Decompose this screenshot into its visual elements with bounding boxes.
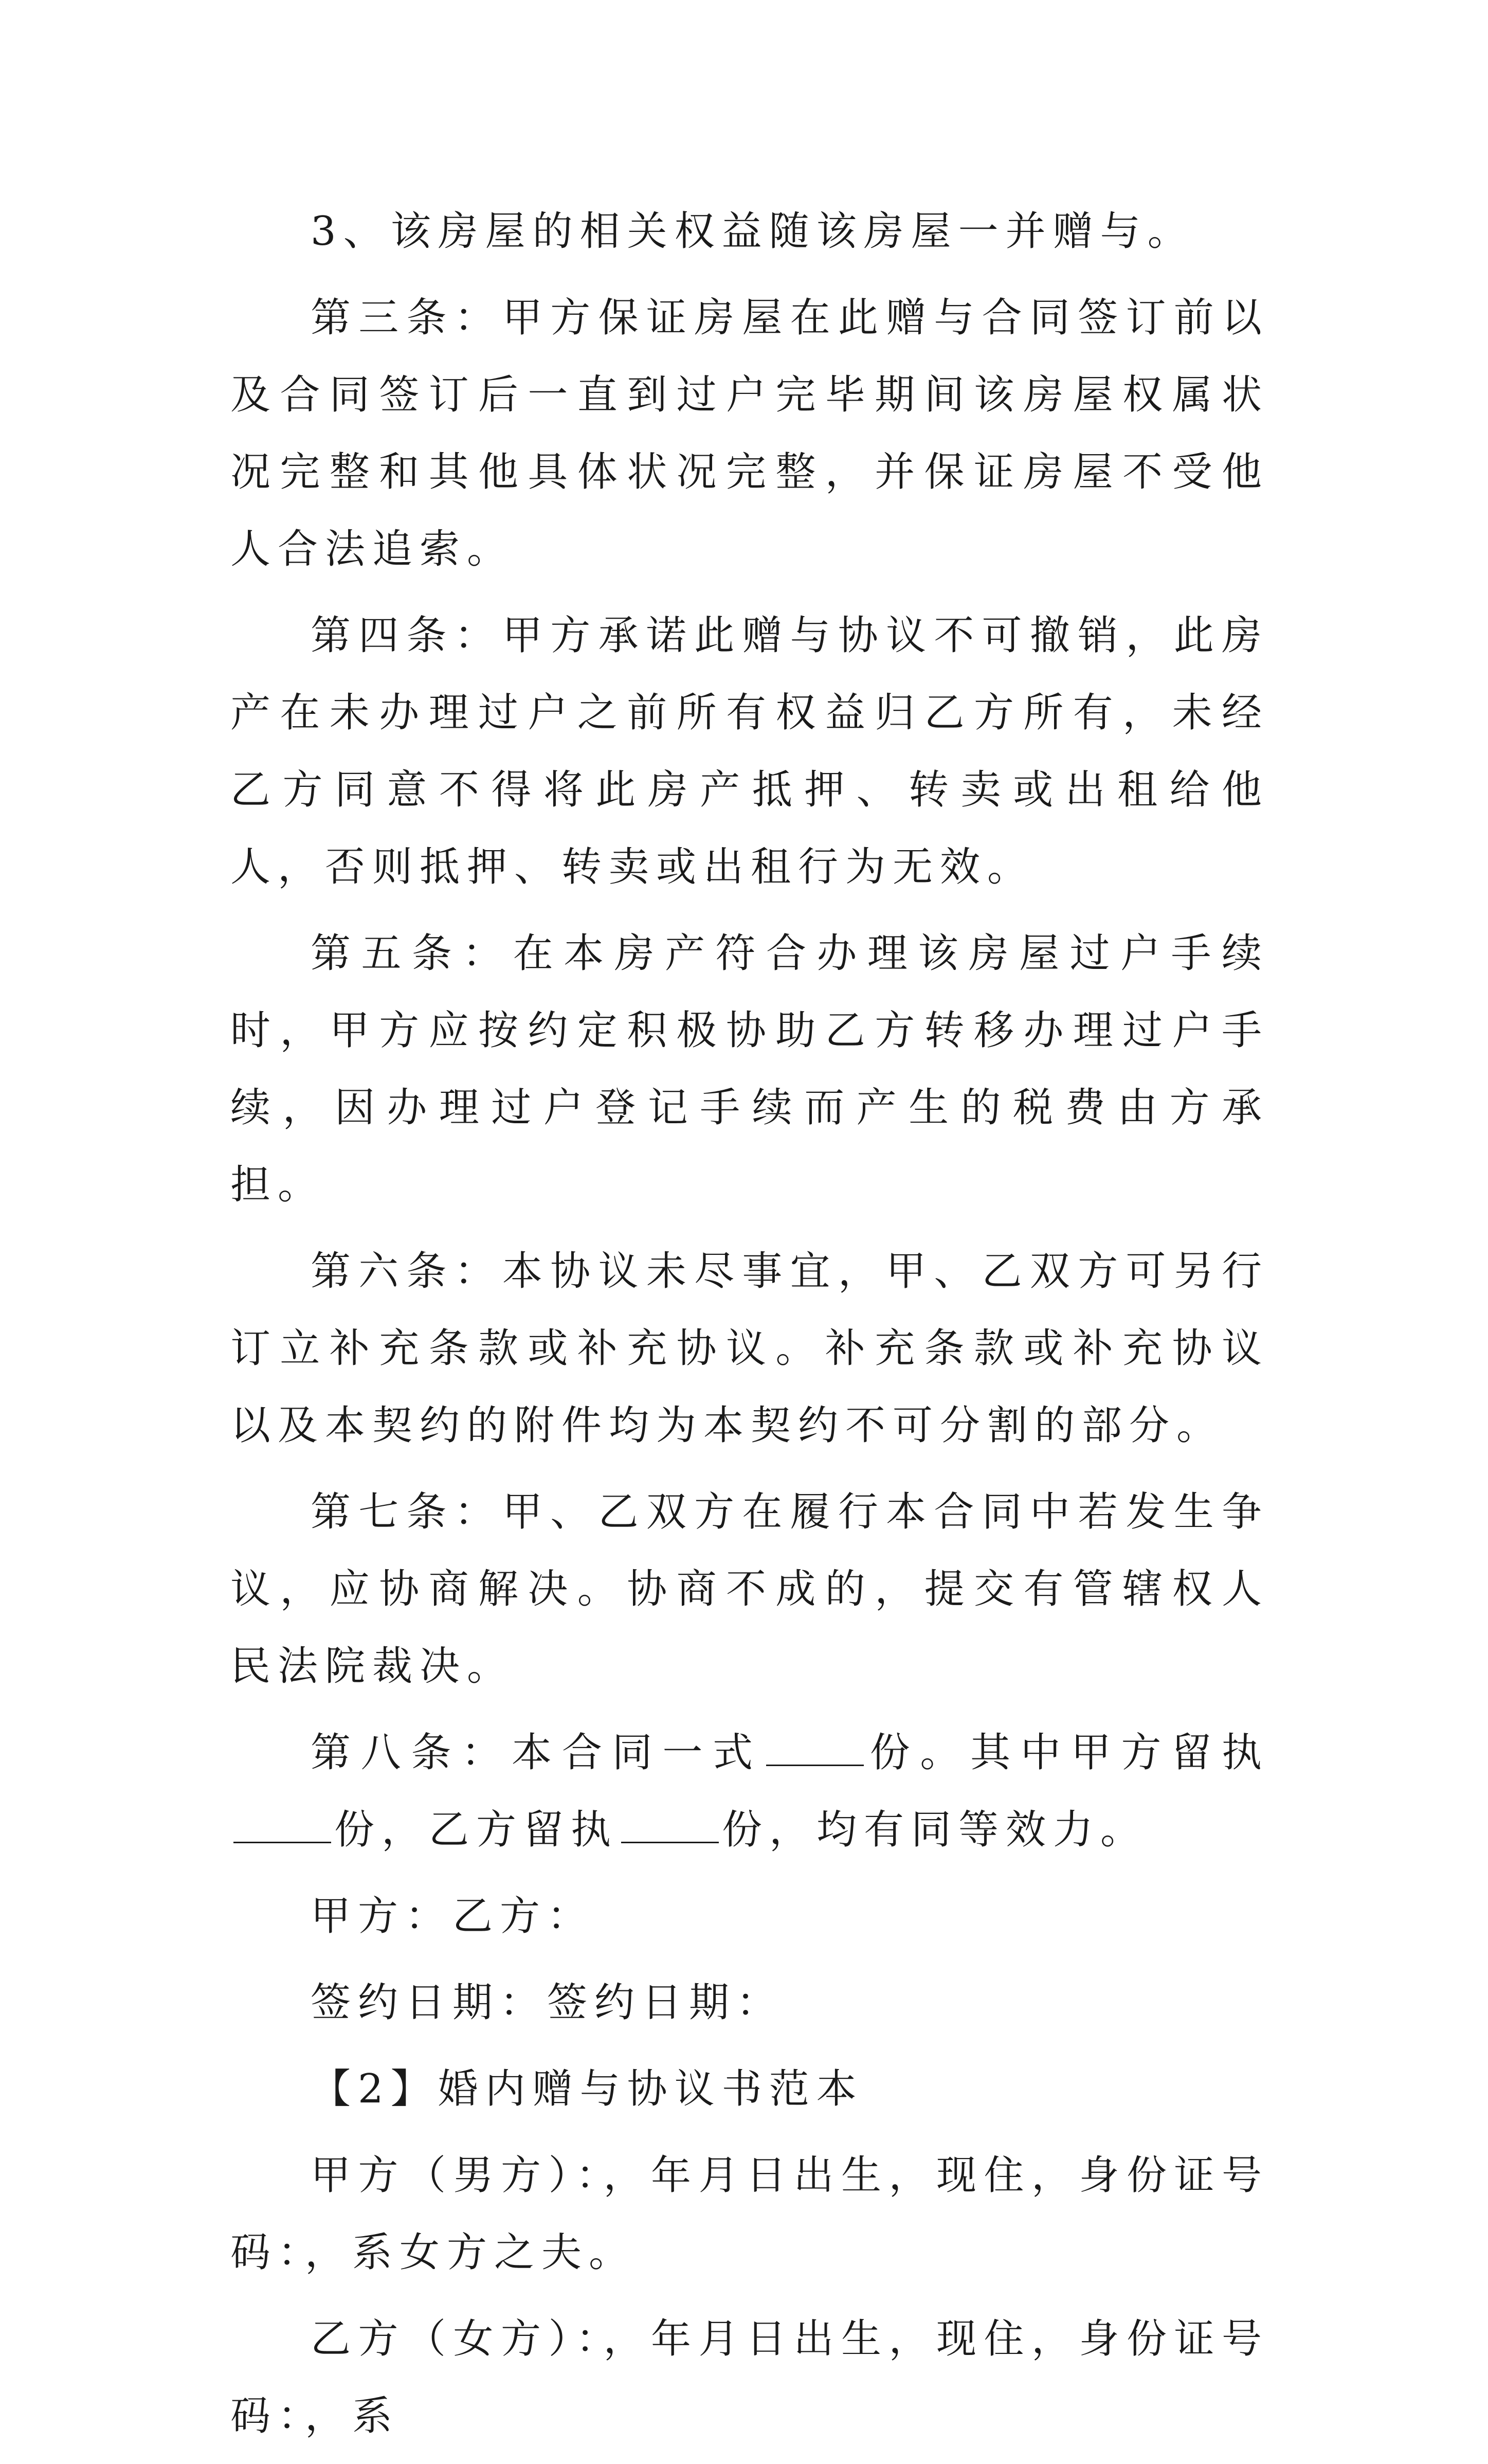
- article-8-part1: 第八条：本合同一式: [311, 1730, 763, 1776]
- party-a-info: 甲方（男方）：，年月日出生，现住，身份证号码：，系女方之夫。: [230, 2152, 1269, 2276]
- article-4: 第四条：甲方承诺此赠与协议不可撤销，此房产在未办理过户之前所有权益归乙方所有，未经乙方同意不得将此房产抵押、转卖或出租给他人，否则抵押、转卖或出租行为无效。: [230, 613, 1269, 890]
- section-2-title: 【2】婚内赠与协议书范本: [311, 2066, 864, 2112]
- party-b-info: 乙方（女方）：，年月日出生，现住，身份证号码：，系: [230, 2316, 1269, 2439]
- article-8: [230, 1714, 1269, 1868]
- article-3: 第三条：甲方保证房屋在此赠与合同签订前以及合同签订后一直到过户完毕期间该房屋权属状况完整和其他具体状况完整，并保证房屋不受他人合法追索。: [230, 295, 1269, 572]
- article-8-part2: 份。其中甲方留执: [866, 1730, 1269, 1776]
- article-7: 第七条：甲、乙双方在履行本合同中若发生争议，应协商解决。协商不成的，提交有管辖权人民法院裁决。: [230, 1489, 1269, 1689]
- article-6: 第六条：本协议未尽事宜，甲、乙双方可另行订立补充条款或补充协议。补充条款或补充协议以及本契约的附件均为本契约不可分割的部分。: [230, 1248, 1269, 1449]
- article-5: 第五条：在本房产符合办理该房屋过户手续时，甲方应按约定积极协助乙方转移办理过户手续，因办理过户登记手续而产生的税费由方承担。: [230, 930, 1269, 1208]
- clause-3-item: 3、该房屋的相关权益随该房屋一并赠与。: [311, 208, 1195, 255]
- copies-total-blank: [766, 1729, 864, 1766]
- signing-date-line: 签约日期：签约日期：: [311, 1980, 784, 2026]
- document-body: [230, 193, 1269, 2464]
- copies-party-a-blank: [233, 1806, 331, 1843]
- article-8-part3: 份，乙方留执: [334, 1807, 619, 1853]
- copies-party-b-blank: [621, 1806, 719, 1843]
- parties-signature-line: 甲方：乙方：: [311, 1893, 595, 1939]
- article-8-part4: 份，均有同等效力。: [722, 1807, 1148, 1853]
